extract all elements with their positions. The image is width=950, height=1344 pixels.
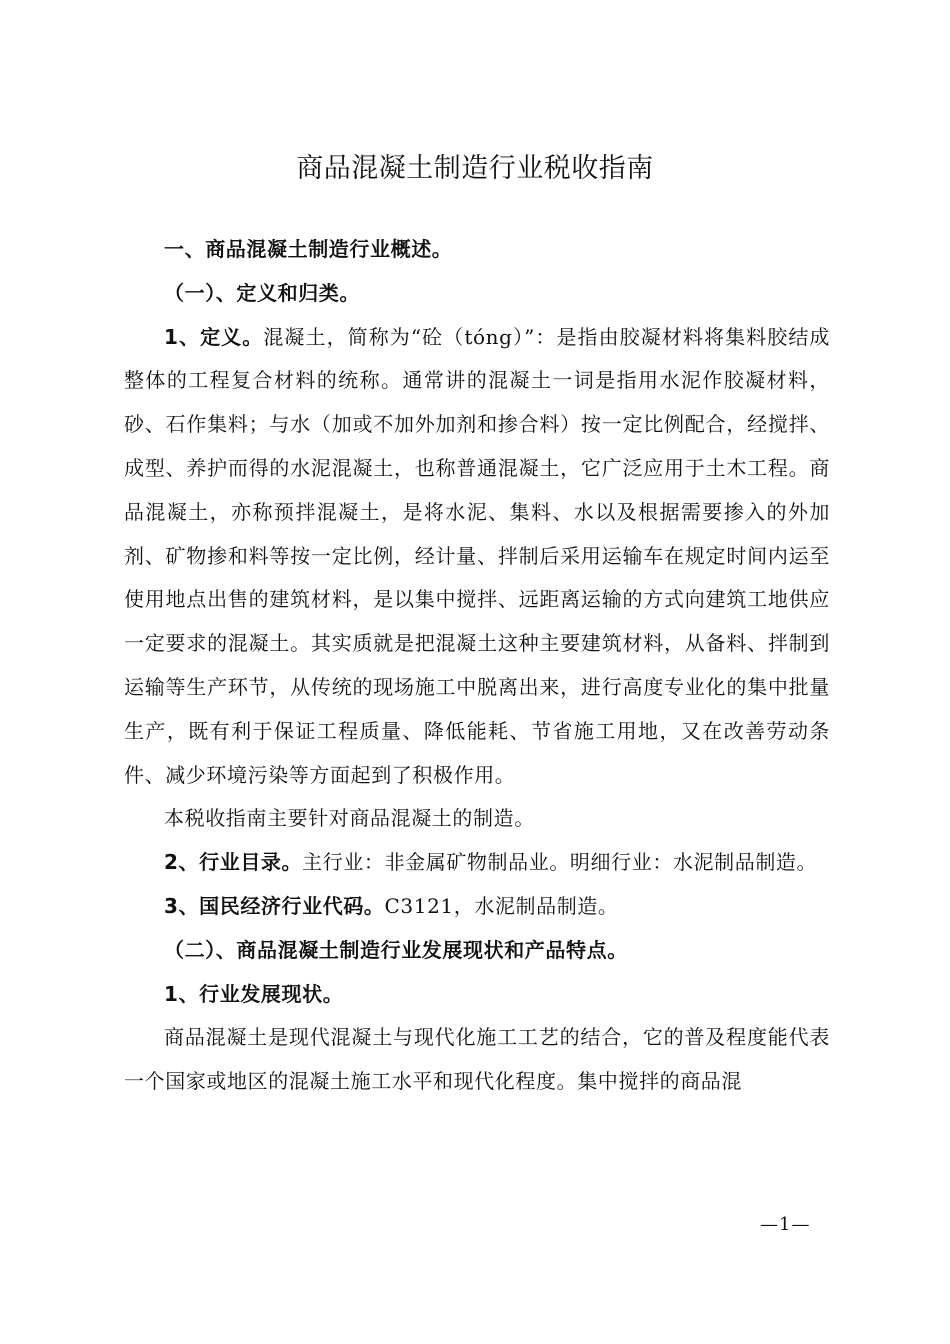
- document-body: [124, 228, 830, 1104]
- paragraph-definition: [124, 316, 830, 798]
- subsection-heading-status: （二）、商品混凝土制造行业发展现状和产品特点。: [164, 937, 628, 962]
- paragraph-lead-industry-code: 3、国民经济行业代码。: [164, 893, 385, 918]
- page-number: —1—: [760, 1214, 811, 1235]
- paragraph-catalog: [124, 841, 830, 885]
- paragraph-lead-definition: 1、定义。: [164, 324, 264, 349]
- document-title: 商品混凝土制造行业税收指南: [296, 153, 654, 184]
- paragraph-text-industry-code: C3121，水泥制品制造。: [384, 893, 619, 918]
- paragraph-lead-catalog: 2、行业目录。: [164, 850, 303, 875]
- subsection-heading-development: 1、行业发展现状。: [164, 981, 344, 1006]
- paragraph-text-catalog: 主行业：非金属矿物制品业。明细行业：水泥制品制造。: [302, 850, 818, 875]
- section-heading-overview: 一、商品混凝土制造行业概述。: [164, 237, 453, 261]
- paragraph-development: 商品混凝土是现代混凝土与现代化施工工艺的结合，它的普及程度能代表一个国家或地区的混凝土施工水平和现代化程度。集中搅拌的商品混: [124, 1025, 830, 1094]
- paragraph-scope: 本税收指南主要针对商品混凝土的制造。: [164, 806, 535, 831]
- paragraph-industry-code: [124, 885, 830, 929]
- paragraph-text-definition: 混凝土，简称为“砼（tóng）”：是指由胶凝材料将集料胶结成整体的工程复合材料的统称。通常讲的混凝土一词是指用水泥作胶凝材料，砂、石作集料；与水（加或不加外加剂和掺合料）按一定比例配合，经搅拌、成型、养护而得的水泥混凝土，也称普通混凝土，它广泛应用于土木工程。商品混凝土，亦称预拌混凝土，是将水泥、集料、水以及根据需要掺入的外加剂、矿物掺和料等按一定比例，经计量、拌制后采用运输车在规定时间内运至使用地点出售的建筑材料，是以集中搅拌、远距离运输的方式向建筑工地供应一定要求的混凝土。其实质就是把混凝土这种主要建筑材料，从备料、拌制到运输等生产环节，从传统的现场施工中脱离出来，进行高度专业化的集中批量生产，既有利于保证工程质量、降低能耗、节省施工用地，又在改善劳动条件、减少环境污染等方面起到了积极作用。: [124, 324, 831, 787]
- subsection-heading-definition: （一）、定义和归类。: [164, 280, 360, 305]
